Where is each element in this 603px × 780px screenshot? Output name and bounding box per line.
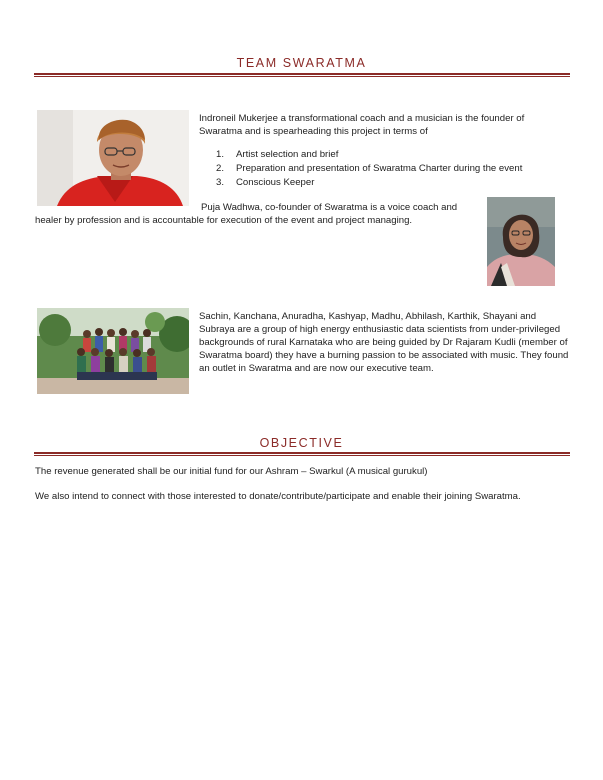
objective-paragraph-2: We also intend to connect with those interested to donate/contribute/participate and enable their joining Swaratma. <box>35 491 521 502</box>
team-heading: TEAM SWARATMA <box>236 56 367 70</box>
list-item: 3. Conscious Keeper <box>216 177 315 188</box>
objective-paragraph-1: The revenue generated shall be our initial fund for our Ashram – Swarkul (A musical gurukul) <box>35 466 428 477</box>
team-heading-rule <box>34 73 570 77</box>
group-photo <box>37 308 189 394</box>
cofounder-line1: Puja Wadhwa, co-founder of Swaratma is a voice coach and <box>201 202 458 213</box>
founder-photo <box>37 110 189 206</box>
founder-intro: Indroneil Mukerjee a transformational coach and a musician is the founder of Swaratma and is spearheading this project in terms of <box>199 113 525 137</box>
list-item: 2. Preparation and presentation of Swaratma Charter during the event <box>216 163 523 174</box>
objective-heading: OBJECTIVE <box>259 436 344 450</box>
cofounder-line2: healer by profession and is accountable for execution of the event and project managing. <box>35 215 413 226</box>
list-item: 1. Artist selection and brief <box>216 149 339 160</box>
cofounder-photo <box>487 197 555 286</box>
founder-roles-list <box>216 148 566 190</box>
objective-heading-rule <box>34 452 570 456</box>
group-description: Sachin, Kanchana, Anuradha, Kashyap, Madhu, Abhilash, Karthik, Shayani and Subraya are a group of high energy enthusiastic data scientists from under-privileged backgrounds of rural Karnataka who are being guided by Dr Rajaram Kudli (member of Swaratma board) they have a burning passion to be associated with music. They found an outlet in Swaratma and are now our executive team. <box>199 311 569 374</box>
